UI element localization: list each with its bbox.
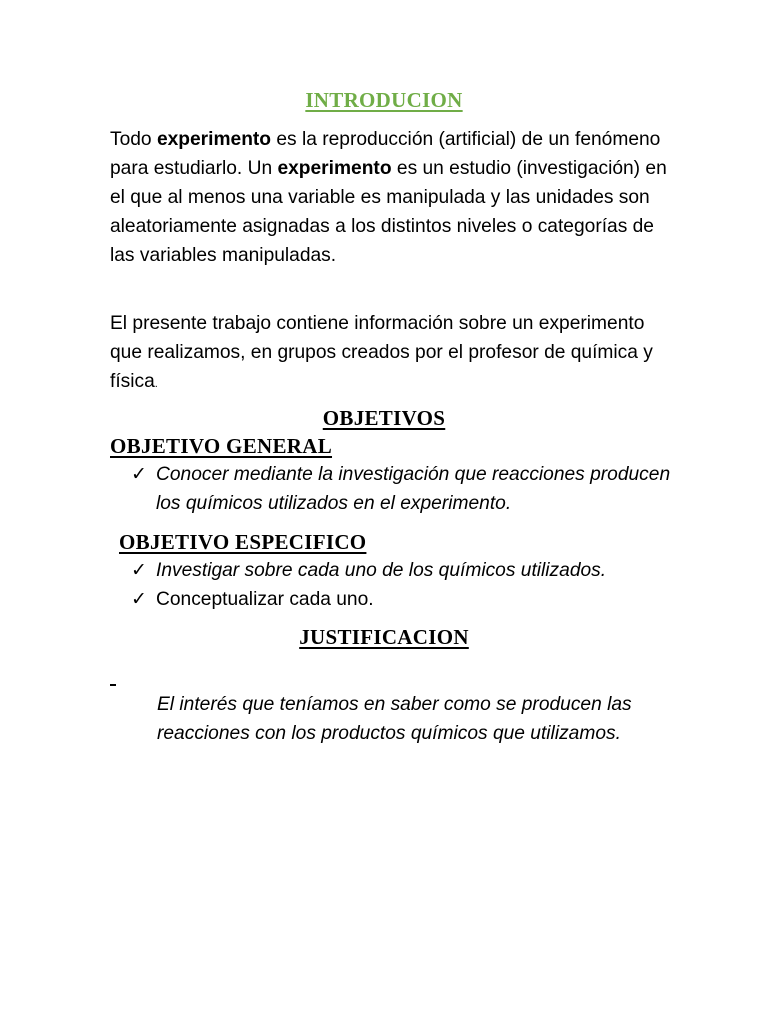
- intro-p2-text: El presente trabajo contiene información sobre un experimento que realizamos, en grupos creados por el profesor de química y física: [110, 313, 653, 392]
- specific-objective-text-1: Investigar sobre cada uno de los químicos utilizados.: [156, 560, 607, 581]
- intro-bold-experimento-2: experimento: [277, 158, 392, 179]
- objectives-title: OBJETIVOS: [322, 406, 446, 430]
- list-item: [131, 556, 691, 585]
- specific-objective-list: [131, 556, 691, 614]
- intro-bold-experimento-1: experimento: [156, 129, 272, 150]
- justification-title: JUSTIFICACION: [299, 625, 469, 649]
- list-marker: [110, 684, 116, 686]
- list-item: [131, 585, 691, 614]
- general-objective-text: Conocer mediante la investigación que reacciones producen los químicos utilizados en el experimento.: [156, 464, 671, 514]
- specific-objective-text-2: Conceptualizar cada uno.: [156, 589, 374, 610]
- checkmark-icon: ✓: [131, 588, 147, 610]
- intro-text-1: Todo: [110, 129, 157, 150]
- checkmark-icon: ✓: [131, 463, 147, 485]
- specific-objective-title: OBJETIVO ESPECIFICO: [119, 530, 367, 554]
- list-item: [131, 460, 691, 518]
- introduction-title: INTRODUCION: [305, 88, 463, 112]
- introduction-paragraph-1: [110, 125, 670, 270]
- intro-text-2: es la reproducción (artificial) de un fenómeno para estudiarlo. Un: [110, 129, 661, 179]
- intro-text-3: es un estudio (investigación) en el que al menos una variable es manipulada y las unidades son aleatoriamente asignadas a los distintos niveles o categorías de las variables manipuladas.: [110, 158, 667, 266]
- checkmark-icon: ✓: [131, 559, 147, 581]
- introduction-paragraph-2: [110, 309, 670, 399]
- justification-text: El interés que teníamos en saber como se producen las reacciones con los productos químicos que utilizamos.: [157, 694, 632, 744]
- general-objective-title: OBJETIVO GENERAL: [110, 434, 333, 458]
- intro-p2-period: .: [154, 378, 158, 390]
- general-objective-list: [131, 460, 691, 518]
